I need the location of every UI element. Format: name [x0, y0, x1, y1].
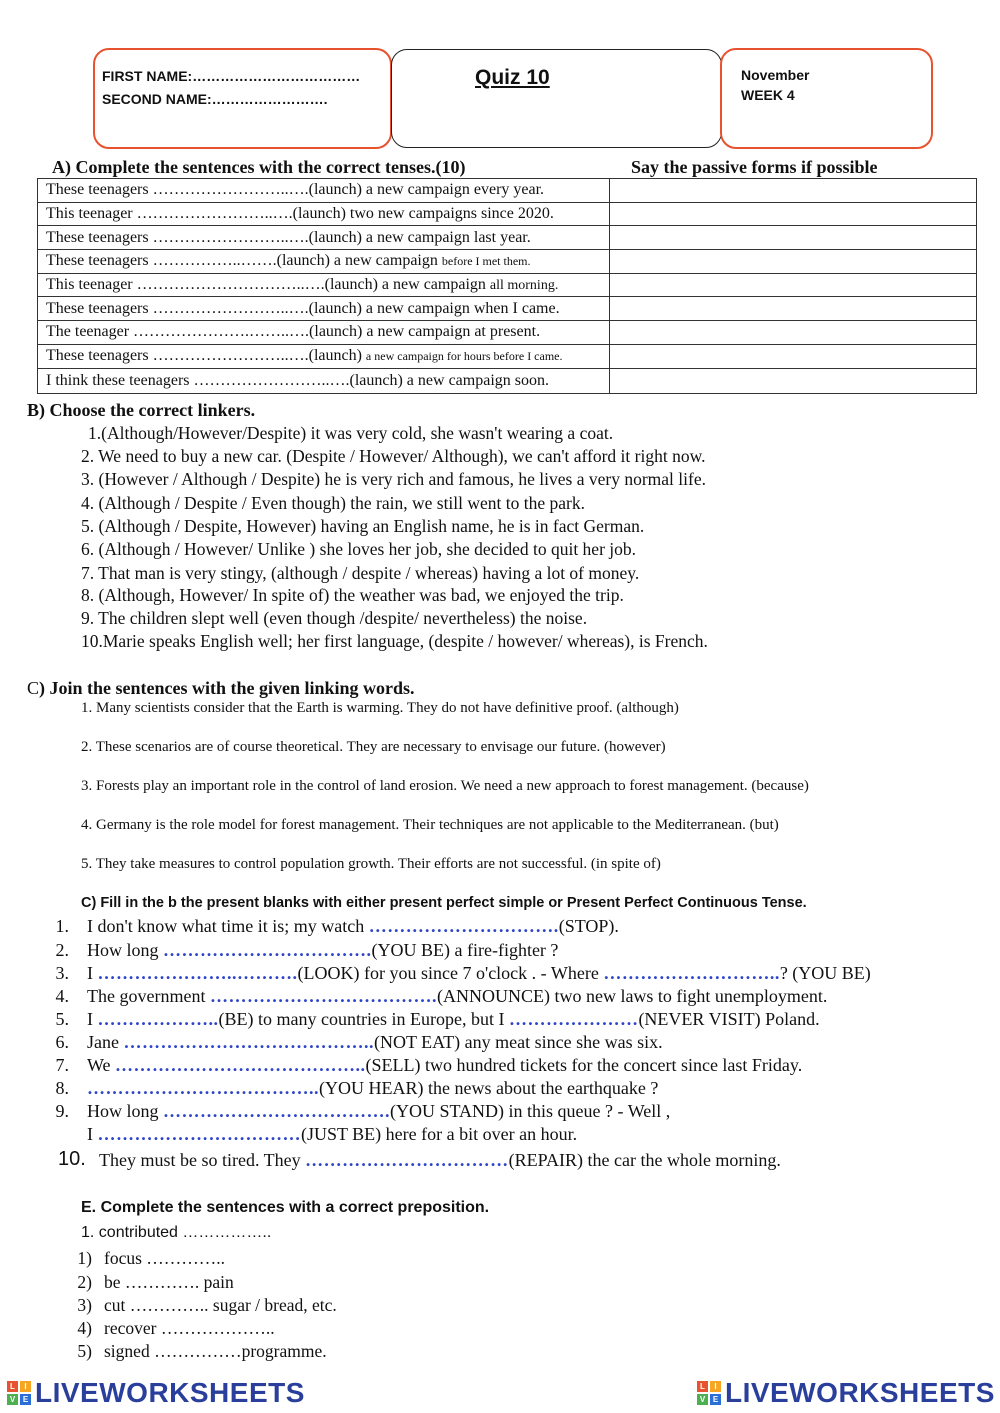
tense-table: [37, 178, 977, 394]
section-e-title: E. Complete the sentences with a correct preposition.: [81, 1199, 490, 1216]
join-item-2: 2. These scenarios are of course theoretical. They are necessary to envisage our future. (however): [81, 739, 666, 755]
table-row: [38, 344, 977, 368]
linker-item-6[interactable]: 6. (Although / However/ Unlike ) she loves her job, she decided to quit her job.: [81, 539, 637, 559]
blank-input[interactable]: …………………………….: [163, 940, 372, 960]
sentence-cell: These teenagers ……………………..….(launch) a new campaign every year.: [38, 179, 610, 203]
sentence-cell: These teenagers ……………..…….(launch) a new campaign before I met them.: [38, 250, 610, 274]
logo-text: LIVEWORKSHEETS: [35, 1377, 305, 1408]
passive-answer-cell[interactable]: [610, 202, 977, 226]
table-row: [38, 297, 977, 321]
blank-input[interactable]: ……………………………….: [163, 1101, 390, 1121]
passive-answer-cell[interactable]: [610, 368, 977, 393]
logo-squares-icon: L I V E: [7, 1381, 31, 1405]
blank-input[interactable]: …………………………………..: [123, 1032, 374, 1052]
passive-answer-cell[interactable]: [610, 250, 977, 274]
passive-title: Say the passive forms if possible: [631, 157, 878, 177]
sentence-cell: These teenagers ……………………..….(launch) a new campaign for hours before I came.: [38, 344, 610, 368]
logo-text: LIVEWORKSHEETS: [725, 1377, 995, 1408]
liveworksheets-logo-left: [7, 1378, 305, 1408]
table-row: [38, 321, 977, 345]
sentence-cell: This teenager ……………………..….(launch) two new campaigns since 2020.: [38, 202, 610, 226]
date-box: [720, 48, 933, 149]
linker-item-8[interactable]: 8. (Although, However/ In spite of) the weather was bad, we enjoyed the trip.: [81, 585, 624, 605]
logo-squares-icon: L I V E: [697, 1381, 721, 1405]
table-row: [38, 250, 977, 274]
join-item-1: 1. Many scientists consider that the Earth is warming. They do not have definitive proof. (although): [81, 700, 679, 716]
section-c-title: C) Join the sentences with the given linking words.: [27, 678, 415, 698]
table-row: [38, 226, 977, 250]
table-row: [38, 179, 977, 203]
blank-input[interactable]: …………………………………..: [115, 1055, 366, 1075]
passive-answer-cell[interactable]: [610, 297, 977, 321]
liveworksheets-logo-right: [697, 1378, 995, 1408]
name-box: [93, 48, 392, 149]
blank-input[interactable]: ………………………..: [603, 963, 780, 983]
sentence-cell: These teenagers ……………………..….(launch) a new campaign when I came.: [38, 297, 610, 321]
blank-input[interactable]: ………………………………..: [87, 1078, 319, 1098]
blank-input[interactable]: ………………………….: [368, 916, 559, 936]
blank-input[interactable]: …………………: [508, 1009, 639, 1029]
linker-item-3[interactable]: 3. (However / Although / Despite) he is very rich and famous, he lives a very normal life.: [81, 469, 706, 489]
linker-item-5[interactable]: 5. (Although / Despite, However) having an English name, he is in fact German.: [81, 516, 645, 536]
table-row: [38, 273, 977, 297]
sentence-cell: The teenager ………………….……..….(launch) a new campaign at present.: [38, 321, 610, 345]
linker-item-1[interactable]: 1.(Although/However/Despite) it was very cold, she wasn't wearing a coat.: [88, 423, 614, 443]
preposition-first[interactable]: 1. contributed ……………..: [81, 1224, 272, 1241]
linker-item-4[interactable]: 4. (Although / Despite / Even though) the rain, we still went to the park.: [81, 493, 585, 513]
second-name-field[interactable]: SECOND NAME:…………………….: [102, 91, 328, 107]
passive-answer-cell[interactable]: [610, 273, 977, 297]
linker-item-10[interactable]: 10.Marie speaks English well; her first language, (despite / however/ whereas), is French.: [81, 631, 708, 651]
passive-answer-cell[interactable]: [610, 226, 977, 250]
section-a-title: A) Complete the sentences with the correct tenses.(10): [52, 157, 466, 177]
section-d-title: C) Fill in the b the present blanks with either present perfect simple or Present Perfect Continuous Tense.: [81, 895, 807, 911]
linker-item-7[interactable]: 7. That man is very stingy, (although / despite / whereas) having a lot of money.: [81, 563, 640, 583]
blank-input[interactable]: ……………………………: [97, 1124, 301, 1144]
join-item-4: 4. Germany is the role model for forest management. Their techniques are not applicable to the Mediterranean. (but): [81, 817, 779, 833]
linker-item-9[interactable]: 9. The children slept well (even though /despite/ nevertheless) the noise.: [81, 608, 588, 628]
table-row: [38, 202, 977, 226]
linker-item-2[interactable]: 2. We need to buy a new car. (Despite / However/ Although), we can't afford it right now.: [81, 446, 706, 466]
section-b-title: B) Choose the correct linkers.: [27, 400, 256, 420]
join-item-3: 3. Forests play an important role in the control of land erosion. We need a new approach to forest management. (because): [81, 778, 809, 794]
passive-answer-cell[interactable]: [610, 321, 977, 345]
sentence-cell: I think these teenagers ……………………..….(launch) a new campaign soon.: [38, 368, 610, 393]
blank-input[interactable]: ……………………………….: [209, 986, 437, 1006]
month-label: November: [741, 67, 810, 83]
week-label: WEEK 4: [741, 87, 795, 103]
quiz-title: Quiz 10: [475, 66, 550, 89]
join-item-5: 5. They take measures to control population growth. Their efforts are not successful. (in spite of): [81, 856, 661, 872]
table-row: [38, 368, 977, 393]
sentence-cell: These teenagers ……………………..….(launch) a new campaign last year.: [38, 226, 610, 250]
first-name-field[interactable]: FIRST NAME:………………………………: [102, 68, 361, 84]
blank-input[interactable]: ……………………………: [305, 1150, 509, 1170]
passive-answer-cell[interactable]: [610, 179, 977, 203]
blank-input[interactable]: …………………..……….: [97, 963, 298, 983]
title-box: [391, 49, 722, 148]
sentence-cell: This teenager …………………………..….(launch) a new campaign all morning.: [38, 273, 610, 297]
blank-input[interactable]: ………………..: [97, 1009, 219, 1029]
passive-answer-cell[interactable]: [610, 344, 977, 368]
